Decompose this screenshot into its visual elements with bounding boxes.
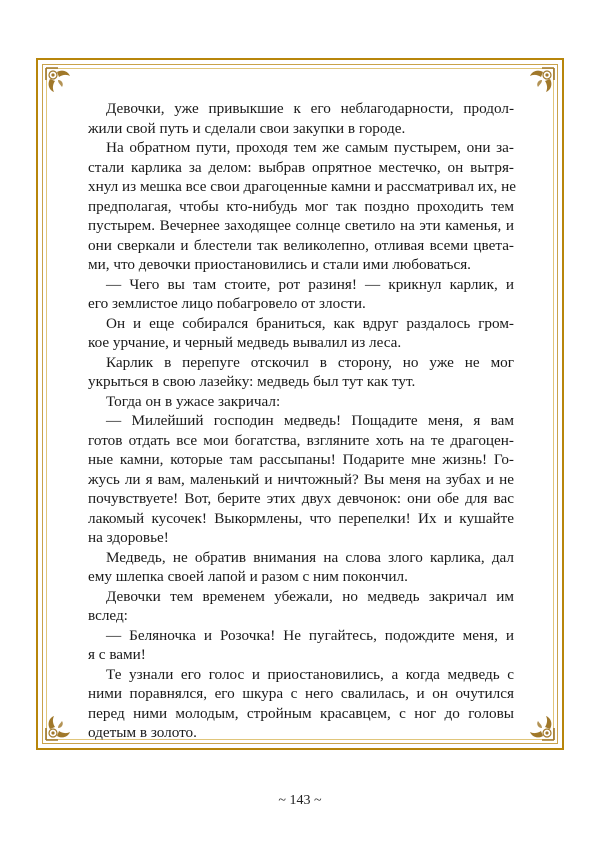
paragraph (88, 353, 514, 392)
text-line: — Милейший господин медведь! Пощадите меня, я вам (106, 412, 514, 429)
text-line: пустырем. Вечернее заходящее солнце светило на эти каменья, и (88, 217, 514, 234)
paragraph (88, 587, 514, 626)
text-line: ему шлепка своей лапой и разом с ним покончил. (88, 568, 408, 585)
text-line: ные камни, которые там рассыпаны! Подарите мне жизнь! Го- (88, 451, 514, 468)
text-line: предполагая, чтобы кто-нибудь мог так поздно проходить тем (88, 197, 514, 215)
paragraph (88, 411, 514, 548)
paragraph (88, 392, 514, 412)
text-line: Девочки тем временем убежали, но медведь закричал им (106, 587, 514, 605)
paragraph (88, 626, 514, 665)
paragraph (88, 138, 517, 275)
text-line: жили свой путь и сделали свои закупки в городе. (88, 119, 406, 137)
text-line: жусь ли я вам, маленький и ничтожный? Вы меня на зубах и не (88, 470, 514, 488)
text-line: стали карлика за делом: выбрав опрятное местечко, он вытря- (88, 158, 514, 176)
text-line: готов отдать все мои богатства, взгляните хоть на те драгоцен- (88, 431, 514, 449)
corner-ornament-icon (44, 66, 74, 96)
text-line: Медведь, не обратив внимания на слова злого карлика, дал (106, 548, 514, 566)
text-line: На обратном пути, проходя тем же самым пустырем, они за- (106, 139, 514, 156)
text-line: Те узнали его голос и приостановились, а когда медведь с (106, 665, 514, 683)
paragraph (88, 665, 514, 743)
corner-ornament-icon (44, 712, 74, 742)
paragraph (88, 275, 514, 314)
text-line: — Беляночка и Розочка! Не пугайтесь, подождите меня, и (106, 626, 514, 644)
text-line: хнул из мешка все свои драгоценные камни и рассматривал их, не (88, 178, 517, 195)
text-line: я с вами! (88, 646, 146, 663)
text-line: лакомый кусочек! Выкормлены, что перепелки! Их и кушайте (88, 509, 514, 527)
text-line: Карлик в перепуге отскочил в сторону, но уже не мог (106, 353, 514, 371)
text-line: Тогда он в ужасе закричал: (106, 392, 281, 410)
story-text (88, 99, 517, 743)
text-line: Он и еще собирался браниться, как вдруг раздалось гром- (106, 314, 514, 332)
text-line: на здоровье! (88, 529, 169, 546)
text-line: ми, что девочки приостановились и стали ими любоваться. (88, 256, 471, 273)
text-line: ними поравнялся, его шкура с него свалилась, и он очутился (88, 685, 514, 702)
text-line: перед ними молодым, стройным красавцем, с ног до головы (88, 704, 514, 722)
text-line: кое урчание, и черный медведь вывалил из леса. (88, 334, 402, 351)
text-line: одетым в золото. (88, 724, 197, 741)
text-line: его землистое лицо побагровело от злости. (88, 295, 366, 312)
corner-ornament-icon (526, 66, 556, 96)
paragraph (88, 314, 514, 353)
text-line: Девочки, уже привыкшие к его неблагодарности, продол- (106, 100, 514, 117)
text-line: они сверкали и блестели так великолепно, отливая всеми цвета- (88, 236, 514, 254)
text-line: почувствуете! Вот, берите этих двух девчонок: они обе для вас (88, 490, 514, 507)
paragraph (88, 99, 514, 138)
paragraph (88, 548, 514, 587)
corner-ornament-icon (526, 712, 556, 742)
text-line: вслед: (88, 607, 128, 624)
text-line: — Чего вы там стоите, рот разиня! — крикнул карлик, и (106, 275, 514, 293)
page-number: ~ 143 ~ (278, 793, 322, 808)
text-line: укрыться в свою лазейку: медведь был тут как тут. (88, 373, 416, 390)
